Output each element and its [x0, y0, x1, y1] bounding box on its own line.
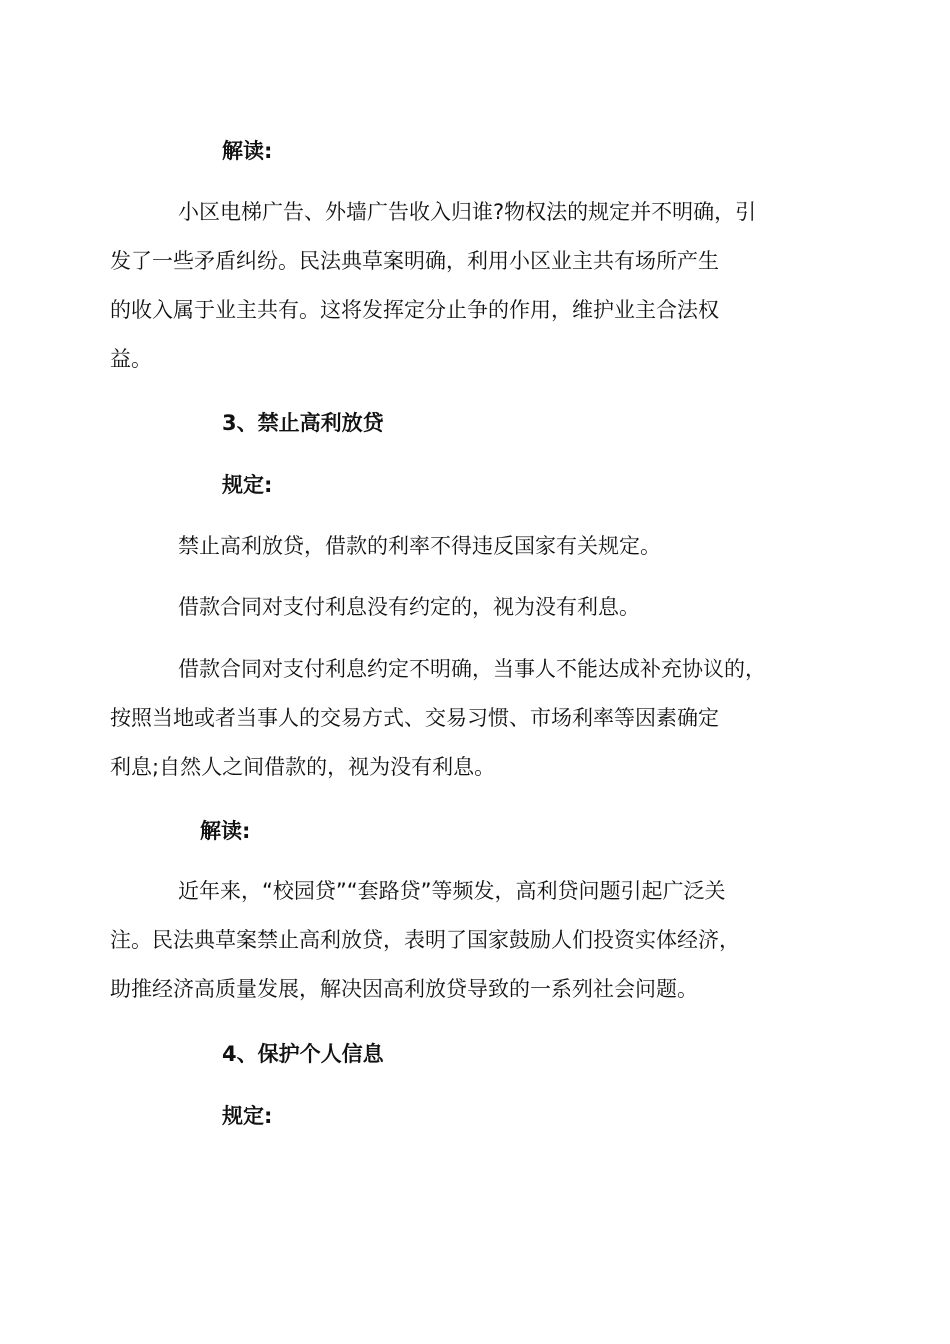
- section-heading-provision-2: 规定:: [222, 1104, 273, 1128]
- paragraph-unclear-interest: [110, 645, 820, 792]
- text-line: 注。民法典草案禁止高利放贷，表明了国家鼓励人们投资实体经济，: [110, 928, 740, 952]
- text-line: 小区电梯广告、外墙广告收入归谁?物权法的规定并不明确，引: [178, 200, 757, 224]
- section-heading-usury: 3、禁止高利放贷: [222, 411, 384, 435]
- section-heading-provision: 规定:: [222, 473, 273, 497]
- text-line: 禁止高利放贷，借款的利率不得违反国家有关规定。: [178, 534, 661, 558]
- text-line: 助推经济高质量发展，解决因高利放贷导致的一系列社会问题。: [110, 977, 698, 1001]
- text-line: 利息;自然人之间借款的，视为没有利息。: [110, 755, 496, 779]
- text-line: 按照当地或者当事人的交易方式、交易习惯、市场利率等因素确定: [110, 706, 719, 730]
- paragraph-loan-issues: [110, 867, 820, 1014]
- section-heading-privacy: 4、保护个人信息: [222, 1042, 384, 1066]
- text-line: 的收入属于业主共有。这将发挥定分止争的作用，维护业主合法权: [110, 298, 719, 322]
- text-line: 发了一些矛盾纠纷。民法典草案明确，利用小区业主共有场所产生: [110, 249, 719, 273]
- paragraph-usury-ban: [144, 522, 820, 571]
- section-heading-interpretation-2: 解读:: [200, 819, 251, 843]
- paragraph-no-interest: [144, 583, 820, 632]
- text-line: 借款合同对支付利息约定不明确，当事人不能达成补充协议的，: [178, 657, 766, 681]
- paragraph-community-income: [110, 188, 820, 384]
- text-line: 益。: [110, 347, 152, 371]
- text-line: 近年来，“校园贷”“套路贷”等频发，高利贷问题引起广泛关: [178, 879, 726, 903]
- section-heading-interpretation: 解读:: [222, 139, 273, 163]
- text-line: 借款合同对支付利息没有约定的，视为没有利息。: [178, 595, 640, 619]
